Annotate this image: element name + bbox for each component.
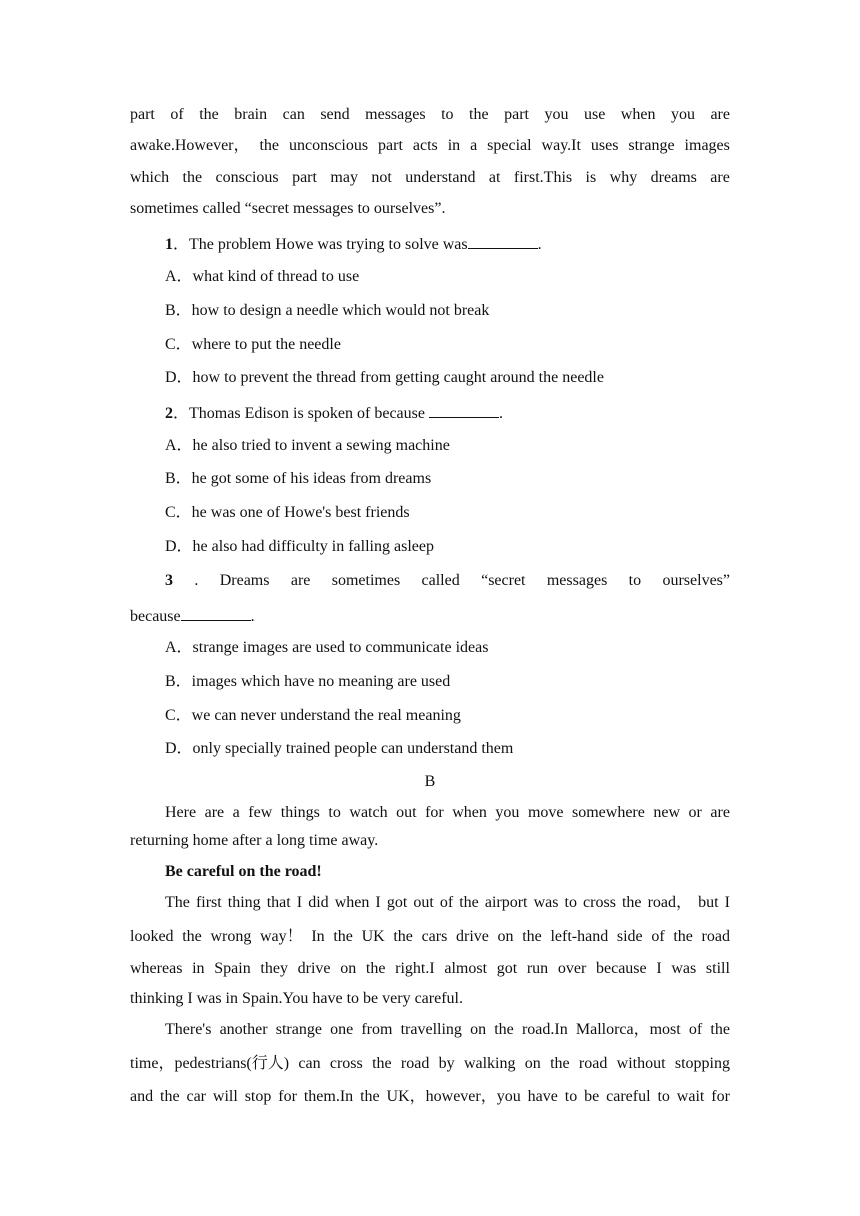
word: the xyxy=(259,137,280,154)
word: out xyxy=(396,804,417,821)
word: I xyxy=(724,894,730,911)
word: when xyxy=(620,106,656,123)
word: stopping xyxy=(674,1055,730,1072)
word: time，pedestrians(行人) xyxy=(130,1055,290,1072)
word: the xyxy=(360,1088,380,1105)
word: and xyxy=(130,1088,154,1105)
passage-line xyxy=(130,1087,730,1107)
word: things xyxy=(280,804,320,821)
word: are xyxy=(710,169,730,186)
word: a xyxy=(232,804,240,821)
passage-line: sometimes called “secret messages to ourselves”. xyxy=(130,200,446,217)
word: on xyxy=(524,1055,541,1072)
word: because xyxy=(595,960,647,977)
word: “secret xyxy=(481,572,526,589)
answer-blank xyxy=(181,605,251,621)
passage-line xyxy=(165,803,730,823)
word: which xyxy=(130,169,170,186)
word: can xyxy=(298,1055,321,1072)
word: messages xyxy=(546,572,608,589)
word: cars xyxy=(421,928,448,945)
word: way.It xyxy=(541,137,581,154)
option-b: B．how to design a needle which would not break xyxy=(165,302,490,319)
word: got xyxy=(496,960,518,977)
option-b: B．images which have no meaning are used xyxy=(165,673,451,690)
word: The xyxy=(165,894,190,911)
word: did xyxy=(308,894,329,911)
word: are xyxy=(710,106,730,123)
word: the xyxy=(333,928,353,945)
word: is xyxy=(585,169,597,186)
option-d: D．how to prevent the thread from getting caught around the needle xyxy=(165,369,604,386)
word: the xyxy=(469,106,489,123)
passage-line xyxy=(130,959,730,979)
word: the xyxy=(182,169,203,186)
section-heading: B xyxy=(424,773,436,790)
word: have xyxy=(527,1088,558,1105)
word: the xyxy=(522,928,542,945)
word: understand xyxy=(405,169,476,186)
word: they xyxy=(260,960,288,977)
word: UK，however，you xyxy=(386,1088,521,1105)
word: few xyxy=(248,804,273,821)
word: are xyxy=(204,804,225,821)
option-c: C．he was one of Howe's best friends xyxy=(165,504,410,521)
word: got xyxy=(386,894,408,911)
word: Dreams xyxy=(219,572,270,589)
passage-line xyxy=(165,893,730,913)
option-d: D．he also had difficulty in falling asleep xyxy=(165,538,434,555)
word: that xyxy=(266,894,291,911)
word: dreams xyxy=(650,169,697,186)
word: of xyxy=(688,1021,703,1038)
word: the xyxy=(710,1021,730,1038)
word: when xyxy=(334,894,370,911)
word: strange xyxy=(628,137,675,154)
option-d: D．only specially trained people can understand them xyxy=(165,740,514,757)
word: the xyxy=(365,960,386,977)
word: Mallorca，most xyxy=(575,1021,681,1038)
word: almost xyxy=(444,960,488,977)
question-3-continued: because . xyxy=(130,605,730,627)
question-stem: The problem Howe was trying to solve was xyxy=(189,236,468,253)
word: careful xyxy=(606,1088,651,1105)
option-c: C．where to put the needle xyxy=(165,336,341,353)
answer-blank xyxy=(429,402,499,418)
word: part xyxy=(130,106,155,123)
word: road xyxy=(578,1055,608,1072)
question-number: 1 xyxy=(165,236,173,253)
word: move xyxy=(527,804,564,821)
word: the xyxy=(673,928,693,945)
word: are xyxy=(290,572,311,589)
word: awake.However， xyxy=(130,137,250,154)
word: thing xyxy=(227,894,261,911)
word: of xyxy=(170,106,184,123)
word: looked xyxy=(130,928,174,945)
word: or xyxy=(688,804,702,821)
word: I xyxy=(375,894,381,911)
option-a: A．strange images are used to communicate ideas xyxy=(165,639,489,656)
word: over xyxy=(557,960,587,977)
word: you xyxy=(544,106,569,123)
word: you xyxy=(495,804,520,821)
word: of xyxy=(651,928,665,945)
word: without xyxy=(616,1055,666,1072)
word: at xyxy=(488,169,501,186)
word: part xyxy=(292,169,317,186)
word: to xyxy=(564,1088,578,1105)
word: send xyxy=(320,106,350,123)
word: to xyxy=(328,804,341,821)
word: right.I xyxy=(395,960,435,977)
passage-line xyxy=(130,105,730,125)
word: on xyxy=(470,1021,487,1038)
question-3 xyxy=(165,571,730,591)
word: stop xyxy=(244,1088,272,1105)
word: new xyxy=(653,804,681,821)
word: not xyxy=(371,169,392,186)
word: may xyxy=(330,169,358,186)
word: cross xyxy=(583,894,616,911)
subheading: Be careful on the road! xyxy=(165,863,322,880)
word: wrong xyxy=(210,928,252,945)
answer-blank xyxy=(468,233,538,249)
word: when xyxy=(452,804,487,821)
word: wait xyxy=(676,1088,705,1105)
word: the xyxy=(494,1021,514,1038)
word: them.In xyxy=(303,1088,354,1105)
word: ourselves” xyxy=(662,572,730,589)
word: I xyxy=(656,960,662,977)
word: from xyxy=(361,1021,393,1038)
word: the xyxy=(550,1055,570,1072)
word: first xyxy=(195,894,222,911)
word: to xyxy=(441,106,454,123)
word: special xyxy=(487,137,532,154)
word: can xyxy=(282,106,305,123)
word: uses xyxy=(590,137,619,154)
word: to xyxy=(628,572,642,589)
word: road.In xyxy=(521,1021,568,1038)
option-a: A．what kind of thread to use xyxy=(165,268,360,285)
word: sometimes xyxy=(331,572,401,589)
word: by xyxy=(438,1055,455,1072)
word: why xyxy=(609,169,638,186)
passage-line xyxy=(165,1020,730,1040)
word: the xyxy=(621,894,642,911)
option-a: A．he also tried to invent a sewing machine xyxy=(165,437,450,454)
question-2: 2．Thomas Edison is spoken of because . xyxy=(165,402,730,424)
passage-line: thinking I was in Spain.You have to be very careful. xyxy=(130,990,463,1007)
option-b: B．he got some of his ideas from dreams xyxy=(165,470,432,487)
word: There's xyxy=(165,1021,212,1038)
word: left-hand xyxy=(550,928,609,945)
word: drive xyxy=(456,928,489,945)
question-stem: Thomas Edison is spoken of because xyxy=(189,405,425,422)
word: 3 xyxy=(165,572,173,589)
word: use xyxy=(583,106,606,123)
word: called xyxy=(421,572,460,589)
word: the xyxy=(182,928,202,945)
passage-line xyxy=(130,1054,730,1074)
question-number: 2 xyxy=(165,405,173,422)
word: car xyxy=(186,1088,206,1105)
word: you xyxy=(670,106,695,123)
word: strange xyxy=(275,1021,322,1038)
word: unconscious xyxy=(288,137,369,154)
word: for xyxy=(711,1088,730,1105)
word: the xyxy=(160,1088,180,1105)
word: in xyxy=(447,137,461,154)
word: airport xyxy=(484,894,528,911)
word: still xyxy=(705,960,730,977)
word: run xyxy=(526,960,549,977)
word: part xyxy=(504,106,529,123)
word: but xyxy=(698,894,719,911)
word: watch xyxy=(349,804,388,821)
word: acts xyxy=(412,137,438,154)
word: the xyxy=(199,106,219,123)
word: will xyxy=(212,1088,238,1105)
word: cross xyxy=(329,1055,363,1072)
question-1: 1．The problem Howe was trying to solve was . xyxy=(165,233,730,255)
word: out xyxy=(413,894,434,911)
word: brain xyxy=(234,106,268,123)
passage-line: returning home after a long time away. xyxy=(130,832,379,849)
word: In xyxy=(311,928,325,945)
word: road xyxy=(701,928,730,945)
word: part xyxy=(378,137,403,154)
word: side xyxy=(616,928,643,945)
word: on xyxy=(340,960,357,977)
word: . xyxy=(194,572,199,589)
word: I xyxy=(296,894,303,911)
word: a xyxy=(470,137,478,154)
word: the xyxy=(372,1055,392,1072)
word: to xyxy=(657,1088,670,1105)
word: Here xyxy=(165,804,197,821)
word: was xyxy=(671,960,697,977)
word: the xyxy=(459,894,479,911)
word: conscious xyxy=(215,169,279,186)
word: the xyxy=(393,928,413,945)
word: road， xyxy=(647,894,693,911)
passage-line xyxy=(130,136,730,156)
word: UK xyxy=(361,928,385,945)
word: first.This xyxy=(513,169,573,186)
word: way！ xyxy=(260,928,303,945)
word: messages xyxy=(365,106,426,123)
word: to xyxy=(564,894,577,911)
word: one xyxy=(330,1021,354,1038)
passage-line xyxy=(130,927,730,947)
word: walking xyxy=(463,1055,516,1072)
word: drive xyxy=(297,960,331,977)
word: was xyxy=(533,894,559,911)
option-c: C．we can never understand the real meaning xyxy=(165,707,461,724)
word: on xyxy=(497,928,514,945)
word: Spain xyxy=(214,960,251,977)
word: somewhere xyxy=(572,804,645,821)
word: another xyxy=(219,1021,268,1038)
passage-line xyxy=(130,168,730,188)
word: travelling xyxy=(400,1021,462,1038)
word: road xyxy=(400,1055,430,1072)
word: of xyxy=(439,894,454,911)
word: are xyxy=(710,804,730,821)
word: for xyxy=(425,804,444,821)
word: whereas xyxy=(130,960,183,977)
word: in xyxy=(192,960,205,977)
word: for xyxy=(278,1088,297,1105)
word: be xyxy=(584,1088,600,1105)
word: images xyxy=(684,137,730,154)
